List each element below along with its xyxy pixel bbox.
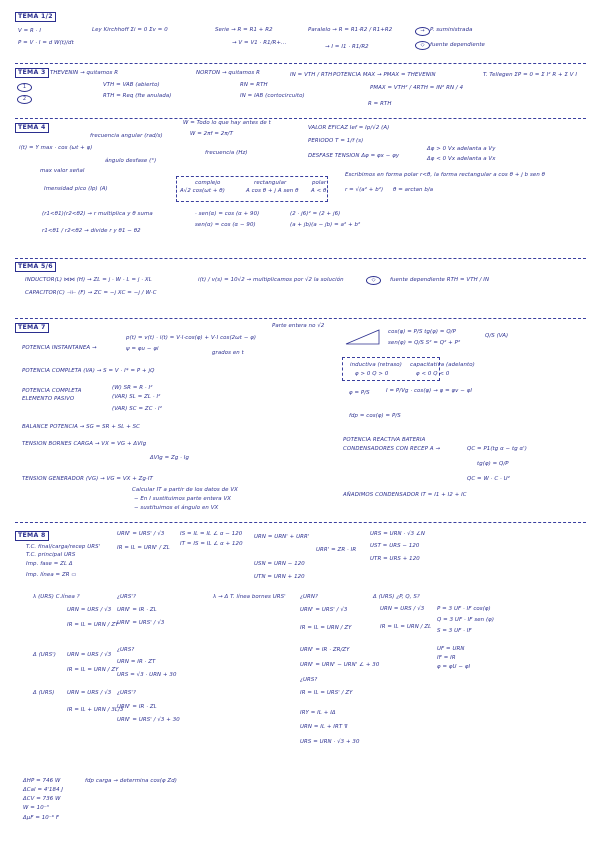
t4-line-11: Δφ > 0 Vx adelanta a Vy [427,146,496,152]
t8-line-11: UTN = URN + 120 [254,574,305,580]
t7-line-11: BALANCE POTENCIA → SG = SR + SL + SC [22,424,141,430]
t56-section-header: TEMA 5/6 [15,262,56,272]
t7-section-header: TEMA 7 [15,323,49,333]
section-divider [15,258,586,259]
t8-line-34: IR = IL = URN / ZL [380,624,432,630]
t4-line-6: max valor señal [40,168,85,174]
t7-line-1: p(t) = v(t) · i(t) = V·I·cos(φ) + V·I cos(2ωt − φ) [126,335,257,341]
t56-line-2: i(t) / v(s) = 10√2 → multiplicamos por √2 la solución [198,277,344,283]
t4-line-9: PERIODO T = 1/f (s) [308,138,364,144]
t3-line-10: T. Tellegen ΣP = 0 = Σ I² R + Σ V I [483,72,578,78]
highlight-box [176,176,328,202]
t7-line-13: ΔVIg = Zg · Ig [150,455,189,461]
t8-line-47: Δ (URS) [33,690,55,696]
t7-line-0: POTENCIA INSTANTANEA → [22,345,97,351]
t8-line-23: URN' = URS' / √3 [300,607,348,613]
t4-section-header: TEMA 4 [15,123,49,133]
t4-line-12: Δφ < 0 Vx adelanta a Vx [427,156,496,162]
t7-line-30: QC = P1(tg α − tg α') [467,446,527,452]
t8-line-52: URN' = URS' / √3 + 30 [117,717,180,723]
t4-line-2: frecuencia (Hz) [205,150,248,156]
t4-line-19: Escribimos en forma polar r<θ, la forma rectangular a cos θ + j b sen θ [345,172,546,178]
section-divider [15,522,586,523]
t7-line-7: ELEMENTO PASIVO [22,396,75,402]
t8-line-3: Imp. línea = ZR ▭ [26,572,77,578]
t8-line-49: IR = IL + URN / 3L/3 [67,707,124,713]
t56-line-0: INDUCTOR(L) ⋈⋈ (H) → ZL = j · W · L = j · XL [25,277,152,283]
circled-symbol-icon: → [415,27,430,36]
t7-line-14: TENSION GENERADOR (VG) → VG = VX + Zg·IT [22,476,153,482]
t8-line-43: IR = IL = URN / ZY [67,667,119,673]
t4-line-7: Imensidad pico (Ip) (A) [44,186,108,192]
t12-section-header: TEMA 1/2 [15,12,56,22]
t7-line-22: capacitativa (adelanto) [410,362,475,368]
power-triangle-icon [345,328,381,346]
foot-line-0: ΔHP = 746 W [23,778,61,784]
t3-line-6: IN = VTH / RTH [290,72,333,78]
foot-line-3: W = 10⁻³ [23,805,49,811]
t7-line-20: Q/S (VA) [485,333,509,339]
t12-line-1: P = V · I = d W(t)/dt [18,40,74,46]
t8-line-40: φ = φU − φI [437,664,471,670]
t4-line-8: VALOR EFICAZ Ief = Ip/√2 (A) [308,125,390,131]
t8-line-18: ¿URS'? [117,594,136,600]
t8-line-20: URN' = URS' / √3 [117,620,165,626]
foot-line-4: ΔμF = 10⁻⁶ F [23,815,60,821]
t8-line-41: Δ (URS') [33,652,57,658]
t7-line-16: − En I sustituimos parte entera VX [134,496,232,502]
t8-line-16: URN = URS / √3 [67,607,112,613]
t3-line-2: RTH = Req (fte anulada) [103,93,172,99]
t8-line-45: URN = IR · ZT [117,659,156,665]
foot-line-2: ΔCV = 736 W [23,796,61,802]
t4-line-21: θ = arctan b/a [393,187,434,193]
t8-line-24: IR = IL = URN / ZY [300,625,352,631]
t7-line-5: POTENCIA COMPLETA (VA) → S = V · I* = P + jQ [22,368,155,374]
t7-line-17: − sustituimos el ángulo en VX [134,505,219,511]
t4-line-5: ángulo desfase (°) [105,158,157,164]
t8-section-header: TEMA 8 [15,531,49,541]
t8-line-38: UF = URN [437,646,465,652]
t4-line-17: A cos θ + j A sen θ [246,188,299,194]
t12-line-0: V = R · I [18,28,42,34]
t3-line-8: PMAX = VTH² / 4RTH = IN² RN / 4 [370,85,464,91]
t4-line-26: (2 · j6)² = (2 + j6) [290,211,341,217]
t12-line-6: → I = I1 · R1/R2 [325,44,369,50]
t8-line-26: URN' = URN' − URN' ∠ + 30 [300,662,380,668]
t8-line-36: Q = 3 UF · IF sen (φ) [437,617,495,623]
t7-line-32: QC = W · C · U² [467,476,510,482]
highlight-box [342,357,440,381]
t4-line-15: polar [312,180,327,186]
t7-line-12: TENSION BORNES CARGA → VX = VG + ΔVIg [22,441,147,447]
t3-line-3: NORTON → quitamos R [196,70,261,76]
circled-symbol-icon: 2 [17,95,32,104]
section-divider [15,63,586,64]
t7-line-27: fdp = cos(φ) = P/S [349,413,401,419]
t12-line-4: → V = V1 · R1/R+... [232,40,287,46]
t8-line-12: URS = URN · √3 ∠N [370,531,426,537]
t8-line-4: URN' = URS' / √3 [117,531,165,537]
t4-line-24: · sen(α) = cos (α + 90) [195,211,260,217]
t7-line-24: φ < 0 Q < 0 [416,371,450,377]
t4-line-3: frecuencia angular (rad/s) [90,133,163,139]
t4-line-27: (a + jb)(a − jb) = a² + b² [290,222,361,228]
t8-line-48: URN = URS / √3 [67,690,112,696]
t12-line-5: Paralelo → R = R1·R2 / R1+R2 [308,27,393,33]
t7-line-8: (W) SR = R · I² [112,385,153,391]
t8-line-51: URN' = IR · ZL [117,704,157,710]
t4-line-10: DESFASE TENSION Δφ = φx − φy [308,153,400,159]
t7-line-4: grados en t [212,350,244,356]
t8-line-31: URS = URN · √3 + 30 [300,739,360,745]
t12-line-3: Serie → R = R1 + R2 [215,27,273,33]
t7-line-23: φ > 0 Q > 0 [355,371,389,377]
t56-line-1: CAPACITOR(C) ⊣⊢ (F) → ZC = −j XC = −j / W·C [25,290,157,296]
t8-line-35: P = 3 UF · IF cos(φ) [437,606,491,612]
t4-line-25: sen(α) = cos (α − 90) [195,222,256,228]
t8-line-32: Δ (URS) ¿P, Q, S? [373,594,420,600]
foot-line-1: ΔCal = 4'184 J [23,787,64,793]
t8-line-50: ¿URS'? [117,690,136,696]
t8-line-44: ¿URS? [117,647,135,653]
t12-line-8: fuente dependiente [430,42,485,48]
t8-line-37: S = 3 UF · IF [437,628,472,634]
t3-line-0: THEVENIN → quitamos R [50,70,119,76]
t8-line-15: λ (URS) C.línea ? [33,594,80,600]
t7-line-33: AÑADIMOS CONDENSADOR IT = I1 + I2 + IC [343,492,467,498]
t4-line-22: (r1<θ1)(r2<θ2) → r multiplica y θ suma [42,211,153,217]
t8-line-33: URN = URS / √3 [380,606,425,612]
t8-line-13: UST = URS − 120 [370,543,420,549]
t8-line-10: USN = URN − 120 [254,561,305,567]
t56-line-3: fuente dependiente RTH = VTH / IN [390,277,490,283]
t8-line-25: URN' = IR · ZR/ZY [300,647,350,653]
circled-symbol-icon: ◇ [415,41,430,50]
t8-line-7: IT = IS = IL ∠ α + 120 [180,541,243,547]
t7-line-18: cos(φ) = P/S tg(φ) = Q/P [388,329,456,335]
t7-line-21: inductiva (retraso) [350,362,402,368]
t7-line-10: (VAR) SC = ZC · I² [112,406,162,412]
t8-line-39: IF = IR [437,655,456,661]
t4-line-1: W = 2πf = 2π/T [190,131,233,137]
t12-line-2: Ley Kirchhoff Σi = 0 Σv = 0 [92,27,168,33]
t4-line-14: rectangular [254,180,287,186]
t3-line-9: R = RTH [368,101,392,107]
section-divider [15,118,586,119]
t7-line-3: Parte entera no √2 [272,323,325,329]
t8-line-8: URN = URN' + URR' [254,534,310,540]
t7-line-2: ψ = φu − φi [126,346,159,352]
t4-line-4: i(t) = Y max · cos (ωt + φ) [19,145,93,151]
t8-line-1: T.C. principal URS [26,552,76,558]
t8-line-14: UTR = URS + 120 [370,556,420,562]
t12-line-7: P. suministrada [430,27,473,33]
t7-line-28: POTENCIA REACTIVA BATERIA [343,437,426,443]
t3-line-5: IN = IAB (cortocircuito) [240,93,305,99]
t7-line-29: CONDENSADORES CON RECEP A → [343,446,441,452]
t3-line-7: POTENCIA MAX → PMAX = THEVENIN [333,72,436,78]
t7-line-19: sen(φ) = Q/S S² = Q² + P² [388,340,461,346]
t8-line-29: IRY = IL + IΔ [300,710,336,716]
t8-line-27: ¿URS? [300,677,318,683]
t8-line-42: URN = URS / √3 [67,652,112,658]
t8-line-5: IR = IL = URN' / ZL [117,545,170,551]
t8-line-9: URR' = ZR · IR [316,547,357,553]
t7-line-15: Calcular IT a partir de los datos de VX [132,487,238,493]
t7-line-26: I = P/Vg · cos(φ) → φ = φv − φI [386,388,473,394]
t3-line-4: RN = RTH [240,82,268,88]
section-divider [15,318,586,319]
t4-line-18: A < θ [311,188,327,194]
t3-section-header: TEMA 3 [15,68,49,78]
t8-line-22: ¿URN? [300,594,318,600]
t8-line-21: λ → Δ T. línea bornes URS' [213,594,286,600]
circled-symbol-icon: ◇ [366,276,381,285]
t8-line-2: Imp. fase = ZL Δ [26,561,73,567]
t3-line-1: VTH = VAB (abierto) [103,82,160,88]
t4-line-20: r = √(a² + b²) [345,187,384,193]
t8-line-19: URN' = IR · ZL [117,607,157,613]
t7-line-6: POTENCIA COMPLETA [22,388,82,394]
t4-line-23: r1<θ1 / r2<θ2 → divide r y θ1 − θ2 [42,228,141,234]
t4-line-16: A√2 cos(ωt + θ) [180,188,225,194]
t8-line-0: T.C. final/carga/recep URS' [26,544,101,550]
foot-line-5: fdp carga → determina cos(φ Zd) [85,778,177,784]
t8-line-46: URS = √3 · URN + 30 [117,672,177,678]
circled-symbol-icon: 1 [17,83,32,92]
t8-line-17: IR = IL = URN / ZY [67,622,119,628]
t8-line-30: URN = IL + IRT ⊽ [300,724,349,730]
t7-line-31: tg(φ) = Q/P [477,461,509,467]
t7-line-25: φ = P/S [349,390,370,396]
t4-line-0: W = Todo lo que hay antes de t [183,120,271,126]
t7-line-9: (VAR) SL = ZL · I² [112,394,161,400]
t8-line-28: IR = IL = URS' / ZY [300,690,353,696]
t4-line-13: complejo [195,180,221,186]
t8-line-6: IS = IL = IL ∠ α − 120 [180,531,243,537]
